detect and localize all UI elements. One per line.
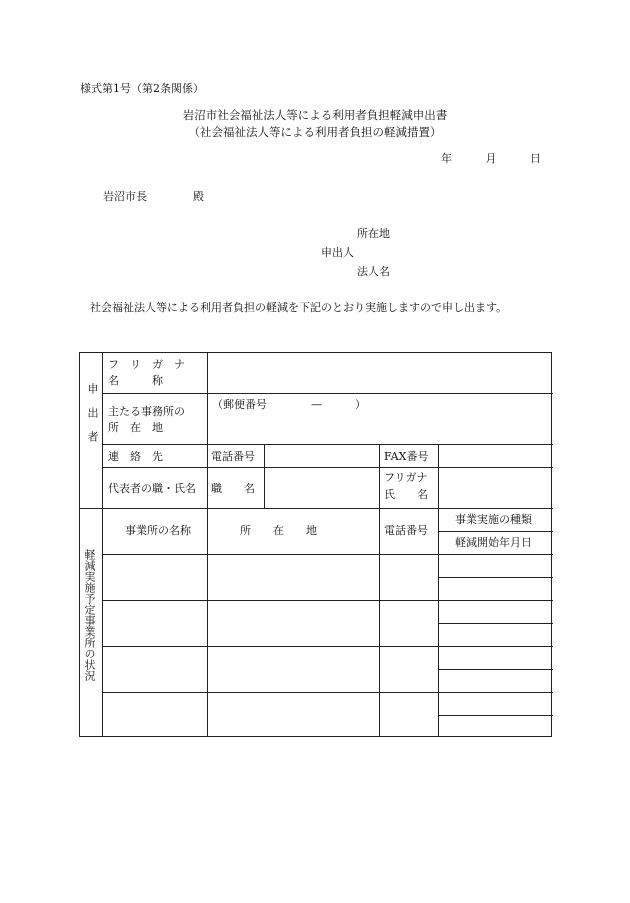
col-location: 所 在 地 [240,524,317,537]
document-subtitle: （社会福祉法人等による利用者負担の軽減措置） [188,125,442,139]
main-office-label: 主たる事務所の [108,405,185,418]
col-start-date: 軽減開始年月日 [455,536,532,549]
person-name-label: 氏 名 [384,488,428,501]
applicant-label: 申出人 [321,246,354,259]
date-day: 日 [530,152,541,165]
col-facility-name: 事業所の名称 [125,524,191,537]
addressee-honorific: 殿 [193,190,204,203]
date-year: 年 [441,152,452,165]
facility-row-4-name[interactable] [103,693,207,737]
name-input-cell[interactable] [208,353,552,393]
addressee [103,191,204,202]
facility-row-1-name[interactable] [103,555,207,600]
representative-label: 代表者の職・氏名 [108,482,196,495]
phone-input-cell[interactable] [266,445,378,467]
position-label: 職 名 [211,482,255,495]
facility-row-2-name[interactable] [103,601,207,646]
location-label: 所 在 地 [108,421,163,434]
statement-text: 社会福祉法人等による利用者負担の軽減を下記のとおり実施しますので申し出ます。 [90,301,508,314]
fax-input-cell[interactable] [440,445,552,467]
application-table [79,352,552,737]
postal-code-field[interactable]: （郵便番号 — ） [212,398,366,411]
furigana-label: フ リ ガ ナ [108,358,185,371]
date-month: 月 [485,152,497,165]
name-label: 名 称 [108,374,163,387]
col-phone: 電話番号 [384,524,428,537]
furigana2-label: フリガナ [384,471,428,484]
corp-name-label: 法人名 [357,265,390,278]
contact-label: 連 絡 先 [108,450,163,463]
addressee-name: 岩沼市長 [103,190,147,203]
col-service-type: 事業実施の種類 [455,513,532,526]
document-title: 岩沼市社会福祉法人等による利用者負担軽減申出書 [182,108,448,122]
representative-name-input-cell[interactable] [440,468,552,508]
section-applicant: 申出者 [86,383,99,455]
address-label: 所在地 [357,227,390,240]
phone-label: 電話番号 [211,450,255,463]
fax-label: FAX番号 [384,450,429,463]
section-facility: 軽減実施予定事業所の状況 [83,549,96,681]
date-line [441,153,541,164]
form-number: 様式第1号（第2条関係） [80,82,204,95]
facility-row-3-name[interactable] [103,647,207,692]
